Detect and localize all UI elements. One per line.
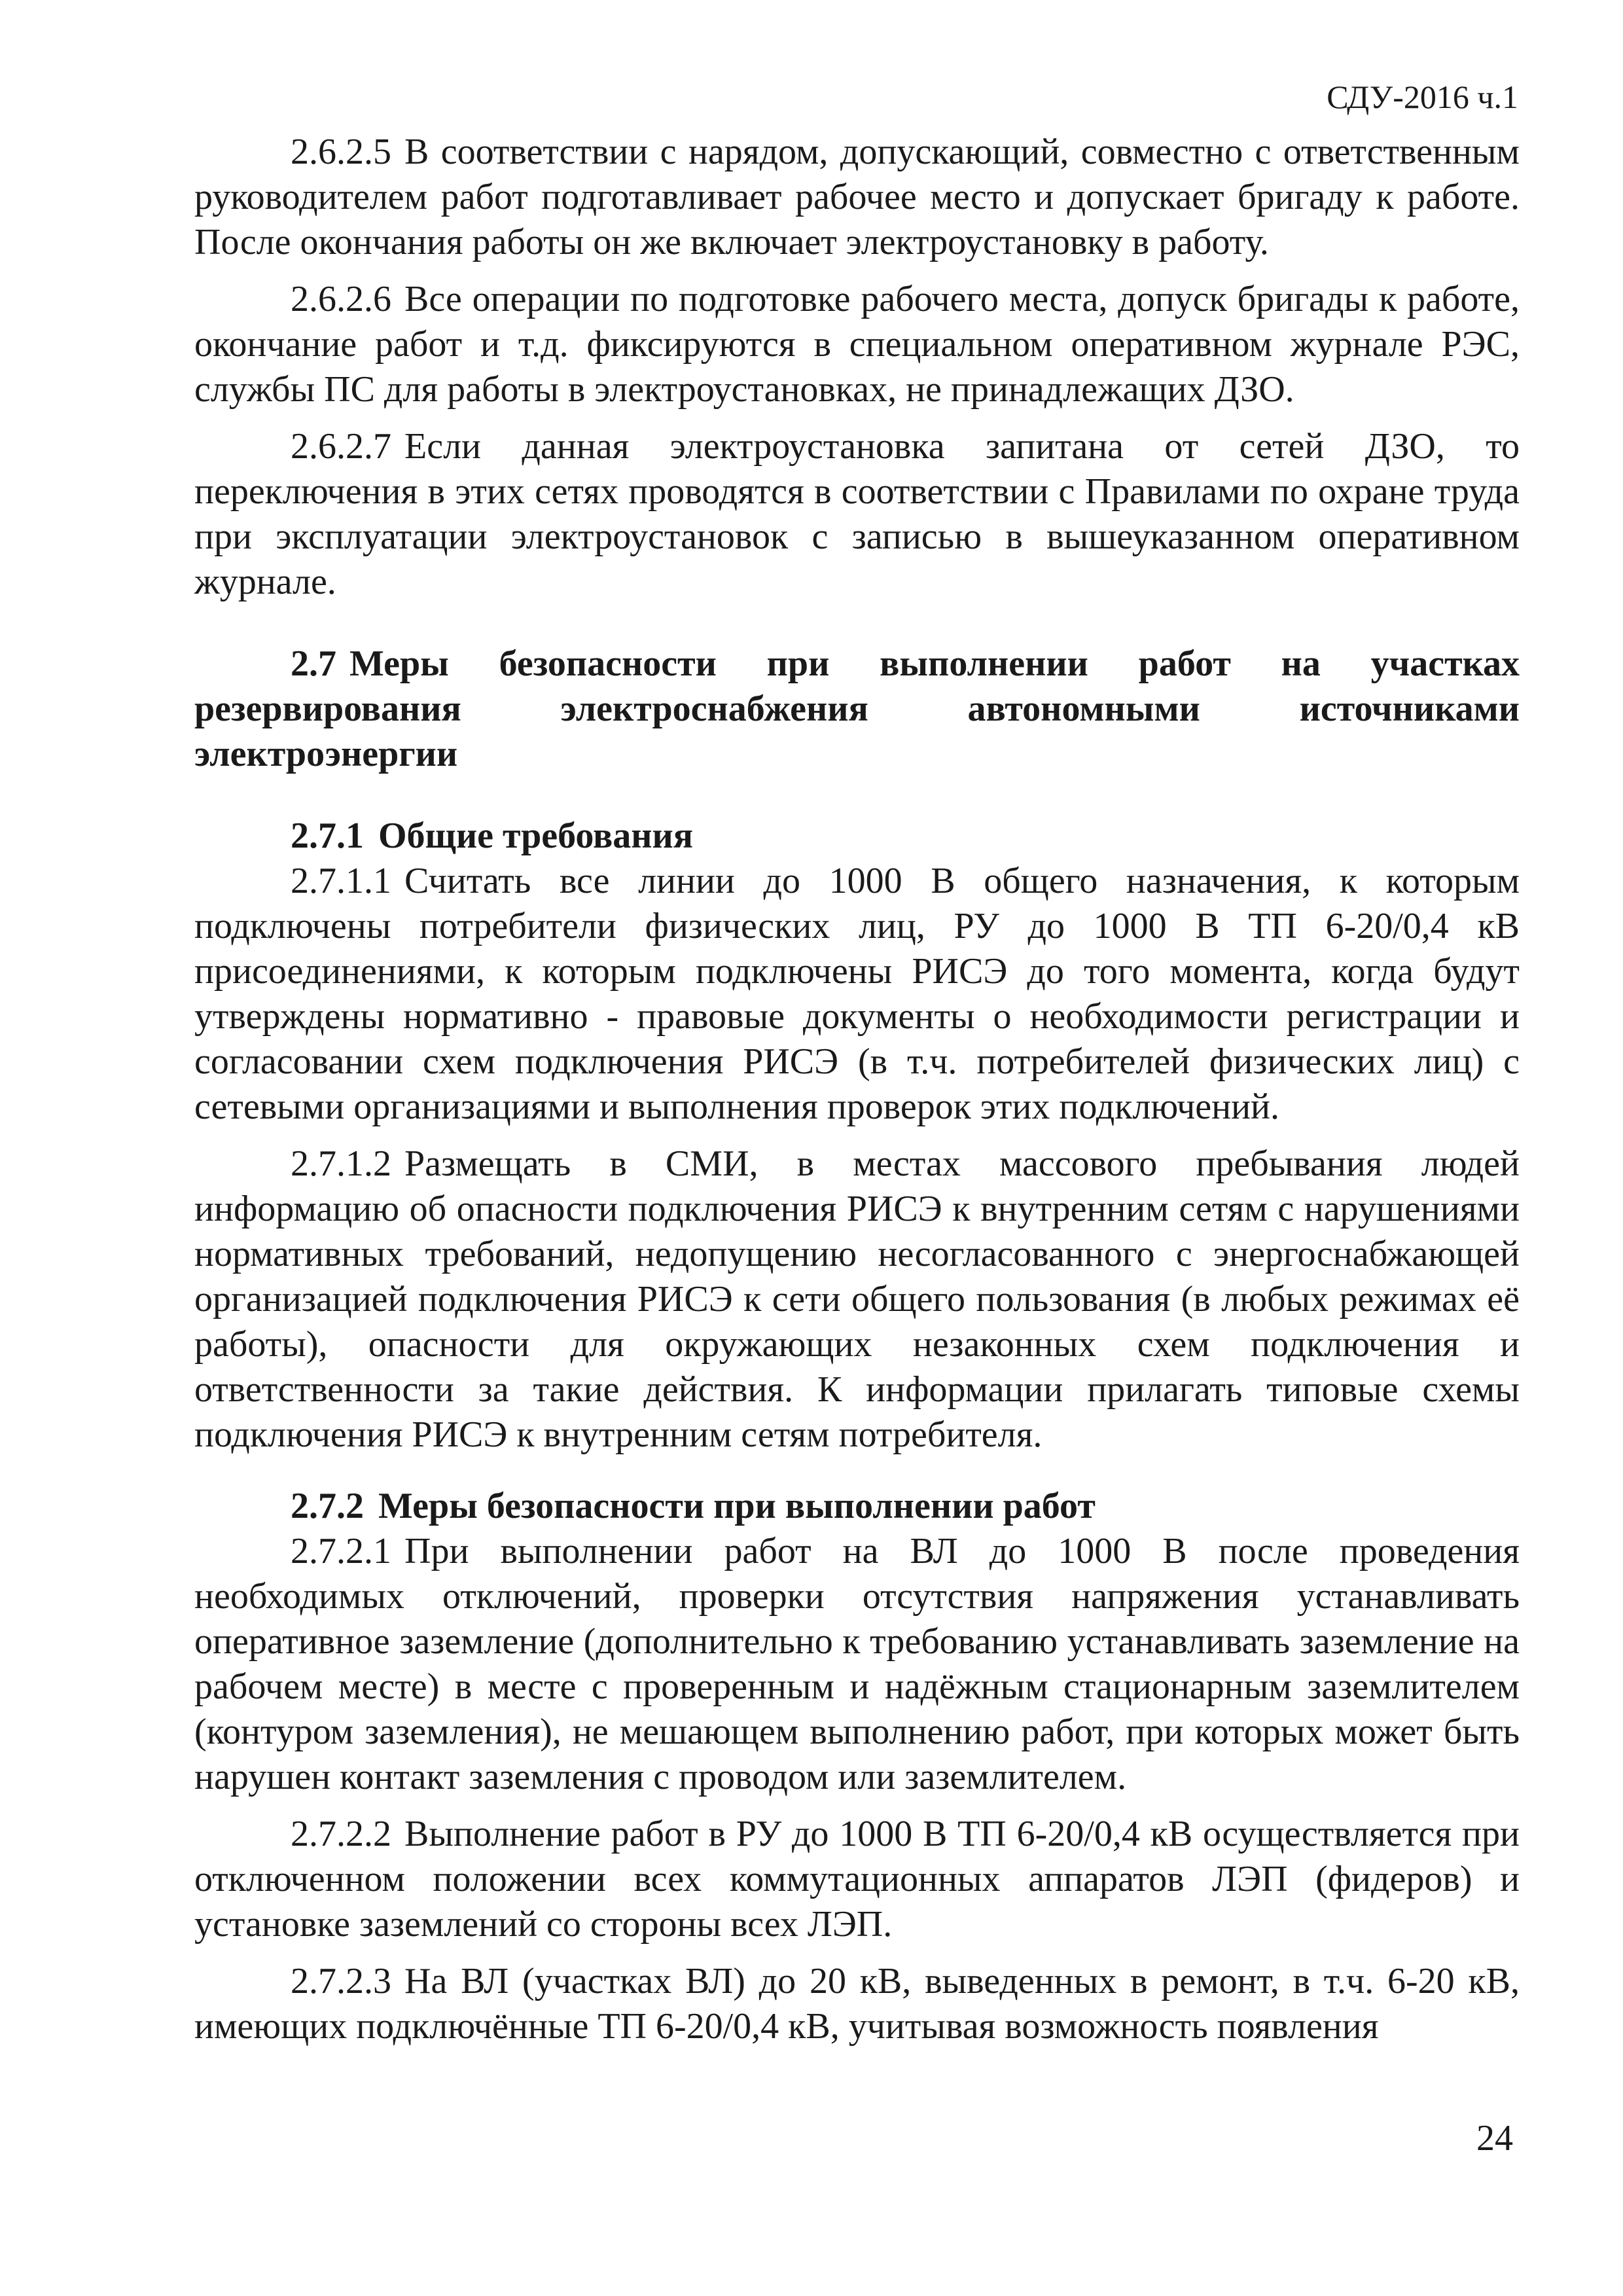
section-number: 2.7 [291,643,336,684]
clause-number: 2.6.2.7 [291,426,391,467]
subsection-title: Общие требования [378,816,694,856]
section-title: Меры безопасности при выполнении работ на участках резервирования электроснабжения автономными источниками электроэнергии [194,643,1520,774]
clause-number: 2.7.2.2 [291,1814,391,1854]
page-number: 24 [1476,2118,1513,2159]
clause-number: 2.6.2.6 [291,279,391,319]
paragraph-2-7-2-1 [194,1529,1520,1800]
clause-number: 2.7.1.1 [291,861,391,901]
section-heading-2-7 [194,641,1520,777]
paragraph-text: В соответствии с нарядом, допускающий, совместно с ответственным руководителем работ подготавливает рабочее место и допускает бригаду к работе. После окончания работы он же включает электроустановку в работу. [194,132,1520,262]
paragraph-text: Если данная электроустановка запитана от сетей ДЗО, то переключения в этих сетях проводятся в соответствии с Правилами по охране труда при эксплуатации электроустановок с записью в вышеуказанном оперативном журнале. [194,426,1520,602]
clause-number: 2.7.1.2 [291,1143,391,1184]
page-body [194,130,1520,2061]
clause-number: 2.7.2.3 [291,1961,391,2001]
paragraph-2-7-1-1 [194,859,1520,1130]
paragraph-2-7-1-2 [194,1141,1520,1458]
subsection-heading-2-7-1 [194,814,1520,859]
clause-number: 2.7.2.1 [291,1531,391,1571]
subsection-title: Меры безопасности при выполнении работ [378,1486,1096,1526]
paragraph-text: Выполнение работ в РУ до 1000 В ТП 6-20/0,4 кВ осуществляется при отключенном положении всех коммутационных аппаратов ЛЭП (фидеров) и установке заземлений со стороны всех ЛЭП. [194,1814,1520,1945]
paragraph-text: Размещать в СМИ, в местах массового пребывания людей информацию об опасности подключения РИСЭ к внутренним сетям с нарушениями нормативных требований, недопущению несогласованного с энергоснабжающей организацией подключения РИСЭ к сети общего пользования (в любых режимах её работы), опасности для окружающих незаконных схем подключения и ответственности за такие действия. К информации прилагать типовые схемы подключения РИСЭ к внутренним сетям потребителя. [194,1143,1520,1455]
subsection-number: 2.7.2 [291,1486,364,1526]
paragraph-2-7-2-2 [194,1812,1520,1947]
paragraph-2-7-2-3 [194,1959,1520,2049]
paragraph-2-6-2-7 [194,424,1520,605]
paragraph-text: На ВЛ (участках ВЛ) до 20 кВ, выведенных в ремонт, в т.ч. 6-20 кВ, имеющих подключённые ТП 6-20/0,4 кВ, учитывая возможность появления [194,1961,1520,2047]
paragraph-2-6-2-5 [194,130,1520,265]
subsection-number: 2.7.1 [291,816,364,856]
paragraph-text: При выполнении работ на ВЛ до 1000 В после проведения необходимых отключений, проверки отсутствия напряжения устанавливать оперативное заземление (дополнительно к требованию устанавливать заземление на рабочем месте) в месте с проверенным и надёжным стационарным заземлителем (контуром заземления), не мешающем выполнению работ, при которых может быть нарушен контакт заземления с проводом или заземлителем. [194,1531,1520,1797]
subsection-heading-2-7-2 [194,1484,1520,1529]
document-code: СДУ-2016 ч.1 [1327,79,1518,115]
paragraph-text: Считать все линии до 1000 В общего назначения, к которым подключены потребители физических лиц, РУ до 1000 В ТП 6-20/0,4 кВ присоединениями, к которым подключены РИСЭ до того момента, когда будут утверждены нормативно - правовые документы о необходимости регистрации и согласовании схем подключения РИСЭ (в т.ч. потребителей физических лиц) с сетевыми организациями и выполнения проверок этих подключений. [194,861,1520,1127]
paragraph-text: Все операции по подготовке рабочего места, допуск бригады к работе, окончание работ и т.д. фиксируются в специальном оперативном журнале РЭС, службы ПС для работы в электроустановках, не принадлежащих ДЗО. [194,279,1520,410]
paragraph-2-6-2-6 [194,277,1520,412]
clause-number: 2.6.2.5 [291,132,391,172]
